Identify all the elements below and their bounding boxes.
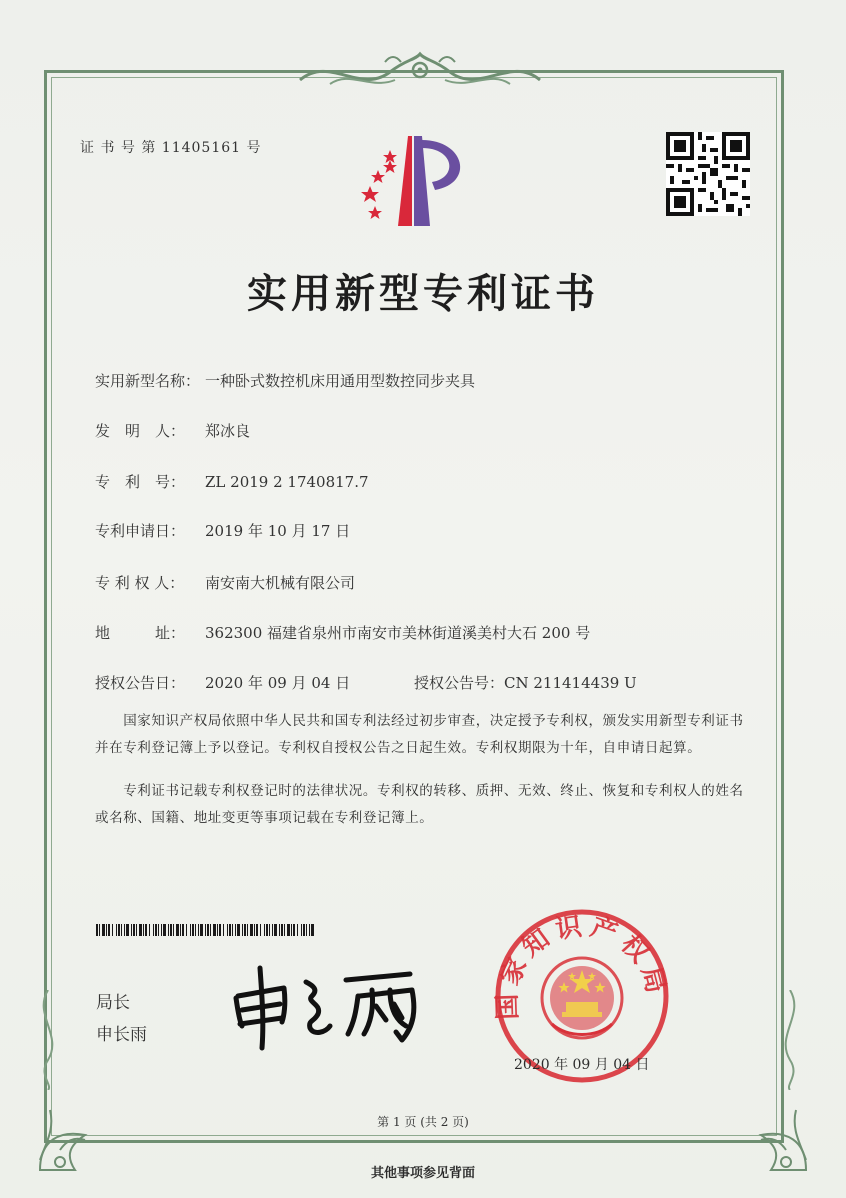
barcode-bar: [192, 924, 194, 936]
barcode-bar: [121, 924, 122, 936]
barcode-bar: [260, 924, 261, 936]
barcode-bar: [186, 924, 187, 936]
qr-code-icon: [666, 132, 750, 216]
barcode-bar: [303, 924, 305, 936]
field-label: 地 址：: [95, 624, 186, 642]
barcode-bar: [153, 924, 154, 936]
barcode-bar: [131, 924, 132, 936]
barcode-bar: [96, 924, 98, 936]
footer-note: 其他事项参见背面: [370, 1166, 475, 1181]
barcode-bar: [145, 924, 147, 936]
barcode-bar: [158, 924, 159, 936]
barcode-bar: [306, 924, 307, 936]
barcode-bar: [227, 924, 228, 936]
barcode-bar: [116, 924, 117, 936]
barcode-bar: [264, 924, 265, 936]
field-value: 2020 年 09 月 04 日: [205, 674, 351, 692]
barcode-bar: [237, 924, 240, 936]
barcode-bar: [217, 924, 218, 936]
field-label: 发 明 人：: [95, 422, 186, 440]
side-ornament-icon: [770, 990, 810, 1090]
barcode-bar: [176, 924, 179, 936]
page-indicator: 第 1 页 (共 2 页): [377, 1115, 469, 1129]
barcode-bar: [133, 924, 135, 936]
seal-date: 2020 年 09 月 04 日: [514, 1057, 650, 1073]
field-value: CN 211414439 U: [504, 674, 637, 692]
certificate-number: 证 书 号 第 11405161 号: [80, 140, 262, 156]
barcode-bar: [301, 924, 302, 936]
barcode-bar: [287, 924, 290, 936]
barcode-bar: [235, 924, 236, 936]
barcode-bar: [242, 924, 243, 936]
director-title: 局长: [96, 993, 130, 1013]
barcode-bar: [106, 924, 107, 936]
barcode-bar: [99, 924, 100, 936]
barcode-bar: [112, 924, 113, 936]
barcode-bar: [149, 924, 150, 936]
director-signature-icon: [226, 960, 426, 1052]
barcode-bar: [272, 924, 273, 936]
barcode-bar: [309, 924, 310, 936]
barcode-bar: [161, 924, 162, 936]
field-publication-number: [414, 672, 637, 693]
field-application-date: [95, 520, 350, 541]
barcode-bar: [190, 924, 191, 936]
barcode-bar: [170, 924, 172, 936]
field-label: 实用新型名称：: [95, 372, 201, 390]
barcode-bar: [139, 924, 142, 936]
barcode-bar: [168, 924, 169, 936]
barcode-bar: [195, 924, 196, 936]
barcode-bar: [247, 924, 248, 936]
field-inventor: [95, 420, 250, 441]
barcode-bar: [293, 924, 295, 936]
barcode-bar: [155, 924, 157, 936]
field-label: 授权公告号：: [414, 674, 505, 692]
barcode-bar: [118, 924, 120, 936]
top-ornament-icon: [290, 50, 550, 98]
barcode-bar: [266, 924, 268, 936]
barcode-bar: [269, 924, 270, 936]
barcode-bar: [182, 924, 184, 936]
field-value: ZL 2019 2 1740817.7: [205, 473, 369, 491]
cnipa-logo-icon: [350, 128, 480, 228]
barcode-bar: [163, 924, 166, 936]
barcode-bar: [311, 924, 314, 936]
field-value: 362300 福建省泉州市南安市美林街道溪美村大石 200 号: [205, 624, 591, 642]
barcode-bar: [124, 924, 125, 936]
barcode-bar: [284, 924, 285, 936]
barcode-icon: [96, 924, 314, 936]
barcode-bar: [274, 924, 277, 936]
barcode-bar: [210, 924, 211, 936]
director-name: 申长雨: [96, 1025, 147, 1045]
barcode-bar: [108, 924, 110, 936]
barcode-bar: [205, 924, 206, 936]
barcode-bar: [291, 924, 292, 936]
barcode-bar: [281, 924, 283, 936]
barcode-bar: [254, 924, 255, 936]
barcode-bar: [256, 924, 258, 936]
field-value: 郑冰良: [205, 422, 251, 440]
barcode-bar: [213, 924, 216, 936]
barcode-bar: [250, 924, 253, 936]
field-patent-number: [95, 471, 369, 492]
barcode-bar: [126, 924, 129, 936]
field-label: 专利申请日：: [95, 522, 186, 540]
seal-text: 国家知识产权局: [492, 911, 672, 1021]
barcode-bar: [223, 924, 224, 936]
barcode-bar: [232, 924, 233, 936]
body-paragraph: 国家知识产权局依照中华人民共和国专利法经过初步审查，决定授予专利权，颁发实用新型专利证书并在专利登记簿上予以登记。专利权自授权公告之日起生效。专利权期限为十年，自申请日起算。: [95, 713, 744, 756]
field-value: 一种卧式数控机床用通用型数控同步夹具: [205, 372, 476, 390]
barcode-bar: [207, 924, 209, 936]
barcode-bar: [244, 924, 246, 936]
barcode-bar: [229, 924, 231, 936]
barcode-bar: [279, 924, 280, 936]
field-value: 2019 年 10 月 17 日: [205, 522, 351, 540]
barcode-bar: [198, 924, 199, 936]
field-label: 专 利 权 人：: [95, 574, 185, 592]
field-label: 授权公告日：: [95, 674, 186, 692]
barcode-bar: [143, 924, 144, 936]
barcode-bar: [173, 924, 174, 936]
barcode-bar: [297, 924, 298, 936]
field-grant-date: [95, 672, 350, 693]
field-address: [95, 622, 590, 643]
side-ornament-icon: [28, 990, 68, 1090]
certificate-title: 实用新型专利证书: [247, 271, 599, 317]
field-utility-model-name: [95, 370, 475, 391]
barcode-bar: [102, 924, 105, 936]
barcode-bar: [219, 924, 221, 936]
barcode-bar: [200, 924, 203, 936]
field-label: 专 利 号：: [95, 473, 186, 491]
barcode-bar: [136, 924, 137, 936]
body-paragraph: 专利证书记载专利权登记时的法律状况。专利权的转移、质押、无效、终止、恢复和专利权人的姓名或名称、国籍、地址变更等事项记载在专利登记簿上。: [95, 783, 744, 826]
field-patentee: [95, 572, 355, 593]
field-value: 南安南大机械有限公司: [205, 574, 356, 592]
barcode-bar: [180, 924, 181, 936]
